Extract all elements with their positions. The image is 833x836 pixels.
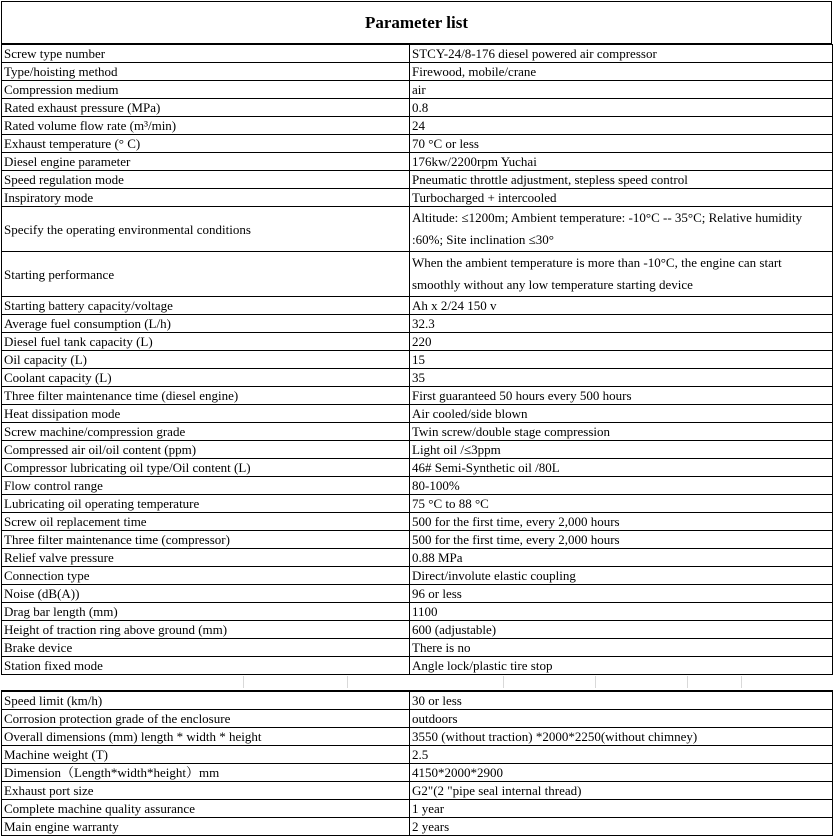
parameter-label: Connection type — [2, 567, 410, 585]
table-row — [2, 800, 833, 818]
parameter-label: Overall dimensions (mm) length * width * height — [2, 728, 410, 746]
parameter-value: 35 — [410, 369, 833, 387]
parameter-label: Drag bar length (mm) — [2, 603, 410, 621]
table-row — [2, 441, 833, 459]
parameter-value: Pneumatic throttle adjustment, stepless speed control — [410, 171, 833, 189]
table-row — [2, 63, 833, 81]
parameter-value: When the ambient temperature is more than -10°C, the engine can start smoothly without any low temperature starting device — [410, 252, 833, 297]
parameter-value: 24 — [410, 117, 833, 135]
table-row — [2, 153, 833, 171]
table-row — [2, 549, 833, 567]
parameter-value: There is no — [410, 639, 833, 657]
parameter-label: Brake device — [2, 639, 410, 657]
parameter-label: Three filter maintenance time (compressor) — [2, 531, 410, 549]
table-row — [2, 477, 833, 495]
parameter-value: 4150*2000*2900 — [410, 764, 833, 782]
table-row — [2, 603, 833, 621]
parameter-table-secondary — [1, 691, 833, 836]
parameter-table-main — [1, 44, 833, 675]
table-row — [2, 423, 833, 441]
parameter-value: 220 — [410, 333, 833, 351]
parameter-value: 30 or less — [410, 692, 833, 710]
table-row — [2, 764, 833, 782]
table-row — [2, 728, 833, 746]
parameter-value: Altitude: ≤1200m; Ambient temperature: -10°C -- 35°C; Relative humidity :60%; Site inclination ≤30° — [410, 207, 833, 252]
parameter-label: Oil capacity (L) — [2, 351, 410, 369]
parameter-value: 600 (adjustable) — [410, 621, 833, 639]
table-row — [2, 782, 833, 800]
table-row — [2, 621, 833, 639]
parameter-value: air — [410, 81, 833, 99]
parameter-value: 500 for the first time, every 2,000 hours — [410, 513, 833, 531]
table-row — [2, 531, 833, 549]
parameter-value: 96 or less — [410, 585, 833, 603]
parameter-label: Starting battery capacity/voltage — [2, 297, 410, 315]
parameter-label: Exhaust temperature (° C) — [2, 135, 410, 153]
parameter-value: 3550 (without traction) *2000*2250(without chimney) — [410, 728, 833, 746]
parameter-value: Light oil /≤3ppm — [410, 441, 833, 459]
table-row — [2, 135, 833, 153]
parameter-value: outdoors — [410, 710, 833, 728]
table-row — [2, 351, 833, 369]
parameter-label: Screw oil replacement time — [2, 513, 410, 531]
parameter-label: Coolant capacity (L) — [2, 369, 410, 387]
table-row — [2, 297, 833, 315]
parameter-label: Rated volume flow rate (m³/min) — [2, 117, 410, 135]
table-row — [2, 207, 833, 252]
table-row — [2, 513, 833, 531]
parameter-label: Screw machine/compression grade — [2, 423, 410, 441]
parameter-value: 2.5 — [410, 746, 833, 764]
parameter-value: 75 °C to 88 °C — [410, 495, 833, 513]
parameter-label: Relief valve pressure — [2, 549, 410, 567]
parameter-label: Station fixed mode — [2, 657, 410, 675]
parameter-label: Type/hoisting method — [2, 63, 410, 81]
parameter-label: Lubricating oil operating temperature — [2, 495, 410, 513]
table-row — [2, 639, 833, 657]
parameter-label: Exhaust port size — [2, 782, 410, 800]
parameter-value: 1 year — [410, 800, 833, 818]
parameter-value: 176kw/2200rpm Yuchai — [410, 153, 833, 171]
parameter-label: Flow control range — [2, 477, 410, 495]
parameter-label: Screw type number — [2, 45, 410, 63]
table-row — [2, 818, 833, 836]
parameter-value: 0.8 — [410, 99, 833, 117]
table-row — [2, 81, 833, 99]
parameter-label: Diesel engine parameter — [2, 153, 410, 171]
table-row — [2, 459, 833, 477]
parameter-value: First guaranteed 50 hours every 500 hours — [410, 387, 833, 405]
parameter-value: Ah x 2/24 150 v — [410, 297, 833, 315]
parameter-value: 32.3 — [410, 315, 833, 333]
parameter-value: 70 °C or less — [410, 135, 833, 153]
parameter-value: Twin screw/double stage compression — [410, 423, 833, 441]
table-row — [2, 315, 833, 333]
parameter-label: Specify the operating environmental conditions — [2, 207, 410, 252]
parameter-label: Three filter maintenance time (diesel engine) — [2, 387, 410, 405]
table-row — [2, 252, 833, 297]
table-row — [2, 657, 833, 675]
table-row — [2, 333, 833, 351]
table-row — [2, 171, 833, 189]
page-title: Parameter list — [1, 1, 832, 44]
parameter-value: 80-100% — [410, 477, 833, 495]
table-row — [2, 495, 833, 513]
parameter-label: Compressor lubricating oil type/Oil content (L) — [2, 459, 410, 477]
parameter-value: 0.88 MPa — [410, 549, 833, 567]
parameter-value: 2 years — [410, 818, 833, 836]
parameter-label: Speed limit (km/h) — [2, 692, 410, 710]
parameter-label: Main engine warranty — [2, 818, 410, 836]
table-row — [2, 99, 833, 117]
parameter-label: Heat dissipation mode — [2, 405, 410, 423]
table-row — [2, 405, 833, 423]
parameter-value: Turbocharged + intercooled — [410, 189, 833, 207]
parameter-label: Complete machine quality assurance — [2, 800, 410, 818]
table-row — [2, 585, 833, 603]
parameter-label: Speed regulation mode — [2, 171, 410, 189]
parameter-value: Firewood, mobile/crane — [410, 63, 833, 81]
parameter-value: 1100 — [410, 603, 833, 621]
parameter-value: 500 for the first time, every 2,000 hours — [410, 531, 833, 549]
table-row — [2, 369, 833, 387]
parameter-label: Compressed air oil/oil content (ppm) — [2, 441, 410, 459]
parameter-label: Average fuel consumption (L/h) — [2, 315, 410, 333]
table-row — [2, 387, 833, 405]
parameter-label: Height of traction ring above ground (mm) — [2, 621, 410, 639]
parameter-value: Direct/involute elastic coupling — [410, 567, 833, 585]
parameter-value: STCY-24/8-176 diesel powered air compressor — [410, 45, 833, 63]
table-row — [2, 45, 833, 63]
parameter-value: 15 — [410, 351, 833, 369]
table-row — [2, 189, 833, 207]
parameter-label: Rated exhaust pressure (MPa) — [2, 99, 410, 117]
parameter-label: Starting performance — [2, 252, 410, 297]
table-row — [2, 567, 833, 585]
table-row — [2, 710, 833, 728]
table-row — [2, 746, 833, 764]
parameter-label: Machine weight (T) — [2, 746, 410, 764]
parameter-label: Noise (dB(A)) — [2, 585, 410, 603]
parameter-label: Compression medium — [2, 81, 410, 99]
parameter-label: Dimension（Length*width*height）mm — [2, 764, 410, 782]
parameter-value: Air cooled/side blown — [410, 405, 833, 423]
parameter-value: 46# Semi-Synthetic oil /80L — [410, 459, 833, 477]
table-row — [2, 117, 833, 135]
parameter-value: Angle lock/plastic tire stop — [410, 657, 833, 675]
table-row — [2, 692, 833, 710]
parameter-label: Diesel fuel tank capacity (L) — [2, 333, 410, 351]
parameter-value: G2"(2 "pipe seal internal thread) — [410, 782, 833, 800]
table-gap-row — [1, 673, 833, 691]
parameter-label: Inspiratory mode — [2, 189, 410, 207]
parameter-label: Corrosion protection grade of the enclosure — [2, 710, 410, 728]
